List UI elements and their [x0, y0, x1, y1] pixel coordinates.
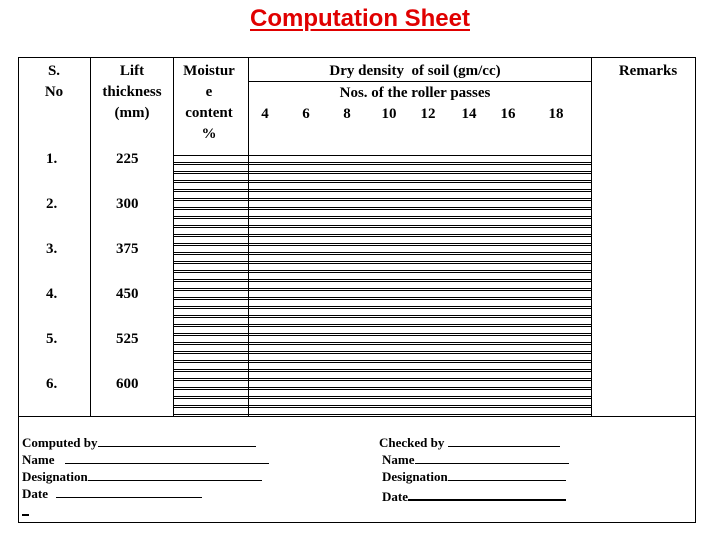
blank-line[interactable]: [415, 451, 569, 464]
header-roller-passes: Nos. of the roller passes: [339, 85, 491, 101]
entry-line: [173, 389, 591, 397]
entry-line: [173, 281, 591, 289]
entry-line: [173, 290, 591, 298]
entry-line: [173, 263, 591, 271]
entry-line: [173, 254, 591, 262]
entry-line: [173, 236, 591, 244]
entry-line: [173, 155, 591, 163]
row-sno: 6.: [46, 376, 58, 392]
header-dry-density: Dry density of soil (gm/cc): [329, 63, 501, 79]
row-lift: 450: [116, 286, 139, 302]
entry-line: [173, 299, 591, 307]
entry-line: [173, 191, 591, 199]
pass-count: 10: [381, 106, 397, 122]
row-sno: 4.: [46, 286, 58, 302]
entry-line: [173, 362, 591, 370]
pass-count: 18: [548, 106, 564, 122]
pass-count: 6: [302, 106, 310, 122]
header-remarks: Remarks: [618, 63, 678, 79]
entry-line: [173, 398, 591, 406]
blank-line[interactable]: [88, 468, 262, 481]
stray-dash: [22, 514, 29, 516]
entry-line: [173, 182, 591, 190]
page-title: Computation Sheet: [250, 5, 470, 32]
signoff-divider: [18, 416, 696, 417]
checked-by-field: Checked by: [379, 434, 560, 451]
blank-line[interactable]: [448, 434, 560, 447]
designation-field: Designation: [22, 468, 262, 485]
date-field: Date: [22, 485, 202, 502]
entry-line: [173, 335, 591, 343]
blank-line[interactable]: [448, 468, 566, 481]
row-lift: 300: [116, 196, 139, 212]
row-lift: 600: [116, 376, 139, 392]
entry-line: [173, 200, 591, 208]
entry-line: [173, 344, 591, 352]
entry-line: [173, 164, 591, 172]
blank-line[interactable]: [408, 485, 566, 501]
col-divider-remarks: [591, 57, 592, 416]
entry-line: [173, 353, 591, 361]
entry-line: [173, 407, 591, 415]
header-sno: S. No: [44, 63, 64, 100]
row-sno: 3.: [46, 241, 58, 257]
pass-count: 12: [420, 106, 436, 122]
entry-line: [173, 245, 591, 253]
row-sno: 1.: [46, 151, 58, 167]
blank-line[interactable]: [98, 434, 256, 447]
entry-line: [173, 272, 591, 280]
entry-line: [173, 371, 591, 379]
entry-line: [173, 209, 591, 217]
blank-line[interactable]: [56, 485, 202, 498]
row-lift: 225: [116, 151, 139, 167]
row-lift: 375: [116, 241, 139, 257]
header-lift-thickness: Lift thickness (mm): [102, 63, 162, 121]
designation-field-2: Designation: [382, 468, 566, 485]
entry-line: [173, 308, 591, 316]
name-field: Name: [22, 451, 269, 468]
name-field-2: Name: [382, 451, 569, 468]
entry-line: [173, 218, 591, 226]
row-sno: 2.: [46, 196, 58, 212]
header-moisture-content: Moistur e content %: [183, 63, 235, 142]
pass-count: 8: [343, 106, 351, 122]
computed-by-field: Computed by: [22, 434, 256, 451]
pass-count: 14: [461, 106, 477, 122]
entry-line: [173, 326, 591, 334]
entry-line: [173, 317, 591, 325]
row-sno: 5.: [46, 331, 58, 347]
entry-line: [173, 173, 591, 181]
entry-line: [173, 380, 591, 388]
blank-line[interactable]: [65, 451, 269, 464]
pass-count: 16: [500, 106, 516, 122]
pass-count: 4: [261, 106, 269, 122]
date-field-2: Date: [382, 485, 566, 505]
entry-line: [173, 227, 591, 235]
row-lift: 525: [116, 331, 139, 347]
